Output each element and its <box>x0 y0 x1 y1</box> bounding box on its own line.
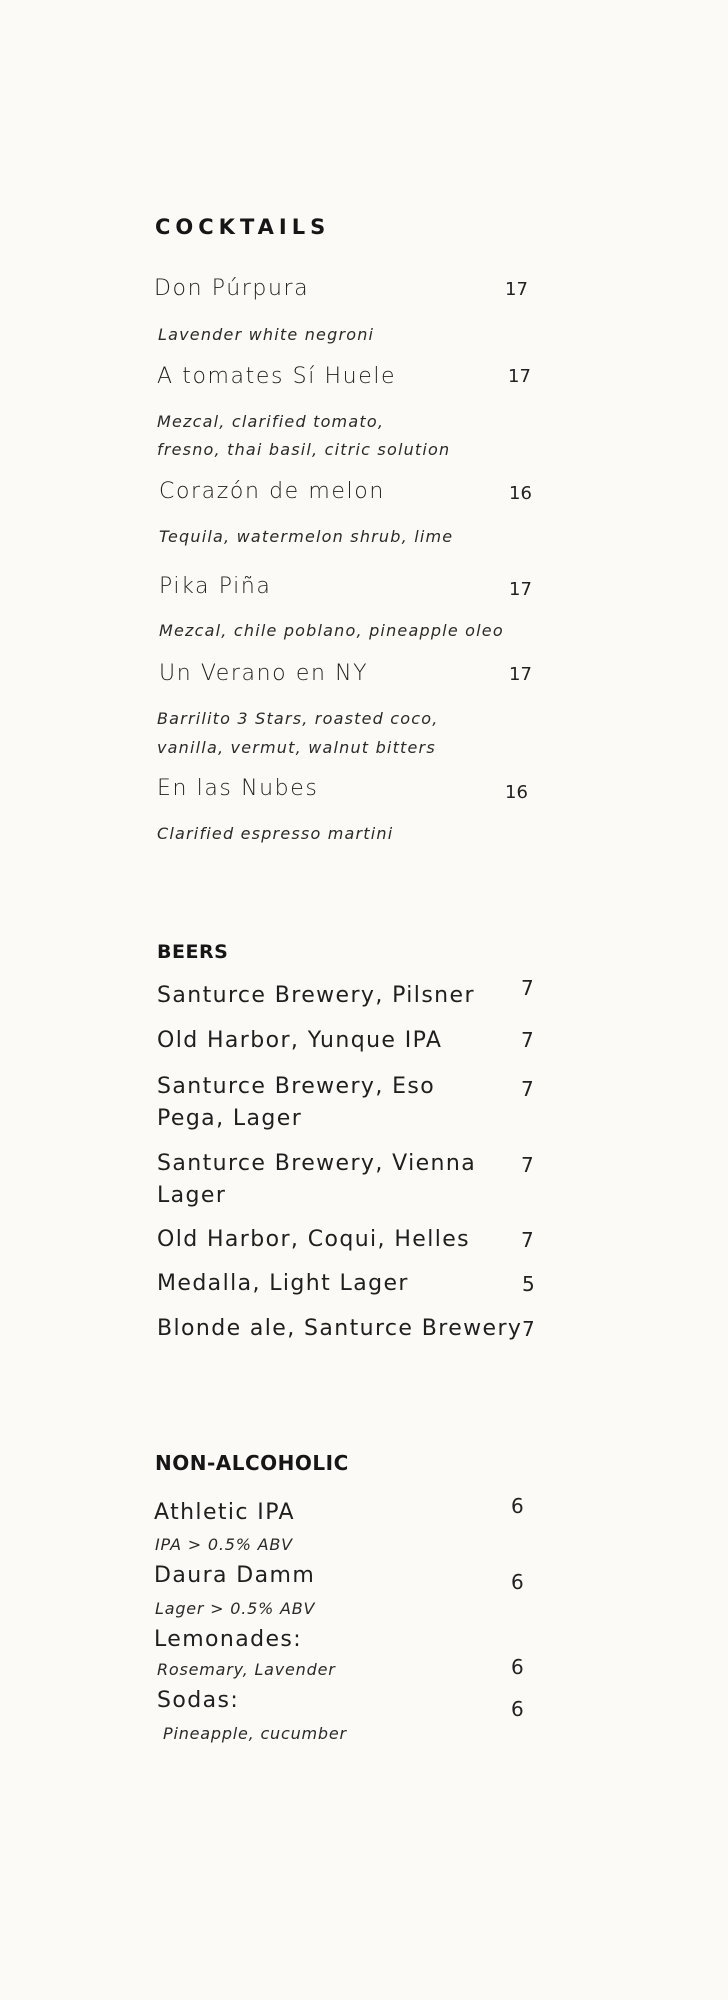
non-alcoholic-description: Rosemary, Lavender <box>157 1660 336 1679</box>
non-alcoholic-price: 6 <box>511 1697 524 1721</box>
non-alcoholic-description: IPA > 0.5% ABV <box>155 1535 293 1554</box>
cocktail-description: fresno, thai basil, citric solution <box>157 440 451 459</box>
cocktail-price: 16 <box>509 483 532 504</box>
beer-name: Old Harbor, Coqui, Helles <box>157 1227 471 1252</box>
beer-name: Santurce Brewery, Pilsner <box>157 983 475 1008</box>
cocktail-description: Tequila, watermelon shrub, lime <box>159 527 454 546</box>
cocktail-name: A tomates Sí Huele <box>157 364 397 389</box>
cocktail-description: vanilla, vermut, walnut bitters <box>157 738 436 757</box>
non-alcoholic-price: 6 <box>511 1570 524 1594</box>
beer-name: Santurce Brewery, Eso Pega, Lager <box>157 1074 436 1131</box>
cocktail-description: Mezcal, clarified tomato, <box>157 412 385 431</box>
non-alcoholic-description: Pineapple, cucumber <box>163 1724 347 1743</box>
cocktail-price: 17 <box>509 579 532 600</box>
beer-name: Santurce Brewery, Vienna Lager <box>157 1151 477 1208</box>
cocktail-name: Un Verano en NY <box>159 661 369 686</box>
cocktails-heading: COCKTAILS <box>155 215 331 239</box>
non-alcoholic-price: 6 <box>511 1494 524 1518</box>
cocktail-price: 17 <box>505 279 528 300</box>
non-alcoholic-name: Daura Damm <box>154 1563 316 1588</box>
non-alcoholic-description: Lager > 0.5% ABV <box>155 1599 316 1618</box>
cocktail-name: Corazón de melon <box>159 479 385 504</box>
cocktail-price: 17 <box>509 664 532 685</box>
cocktail-name: Pika Piña <box>159 574 272 599</box>
cocktail-description: Barrilito 3 Stars, roasted coco, <box>157 709 439 728</box>
beer-price: 7 <box>522 1317 535 1341</box>
non-alcoholic-name: Sodas: <box>157 1688 240 1713</box>
beer-name: Old Harbor, Yunque IPA <box>157 1028 443 1053</box>
cocktail-description: Clarified espresso martini <box>157 824 394 843</box>
cocktail-price: 16 <box>505 782 528 803</box>
beer-price: 7 <box>521 1077 534 1101</box>
cocktail-price: 17 <box>508 366 531 387</box>
beer-price: 7 <box>521 976 534 1000</box>
beer-price: 5 <box>522 1272 535 1296</box>
non-alcoholic-name: Athletic IPA <box>154 1500 295 1525</box>
beer-name: Medalla, Light Lager <box>157 1271 409 1296</box>
cocktail-description: Lavender white negroni <box>158 325 375 344</box>
beers-heading: BEERS <box>157 941 229 963</box>
non-alcoholic-heading: NON-ALCOHOLIC <box>155 1451 349 1475</box>
non-alcoholic-name: Lemonades: <box>154 1627 303 1652</box>
beer-price: 7 <box>521 1153 534 1177</box>
beer-price: 7 <box>521 1228 534 1252</box>
cocktail-name: En las Nubes <box>157 776 319 801</box>
cocktail-name: Don Púrpura <box>154 276 310 301</box>
beer-name: Blonde ale, Santurce Brewery <box>157 1316 523 1341</box>
cocktail-description: Mezcal, chile poblano, pineapple oleo <box>159 621 504 640</box>
beer-price: 7 <box>521 1028 534 1052</box>
non-alcoholic-price: 6 <box>511 1655 524 1679</box>
